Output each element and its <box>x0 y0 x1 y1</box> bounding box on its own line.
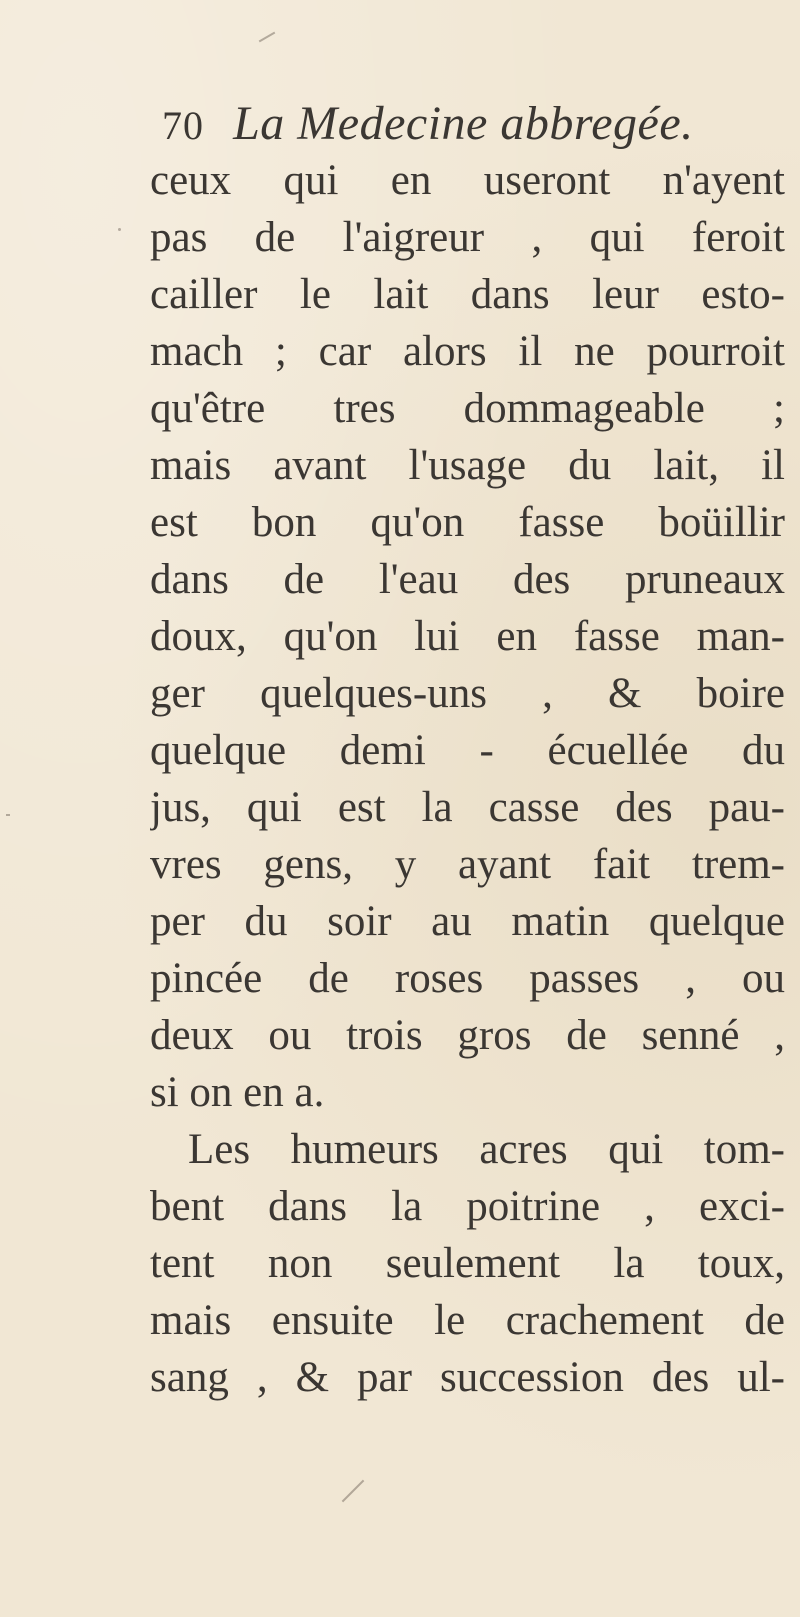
text-line: est bon qu'on fasse boüillir <box>150 499 785 546</box>
text-line: doux, qu'on lui en fasse man- <box>150 613 785 660</box>
text-line: per du soir au matin quelque <box>150 898 785 945</box>
text-line: sang , & par succession des ul- <box>150 1354 785 1401</box>
paragraph-start-line: Les humeurs acres qui tom- <box>188 1126 785 1173</box>
paper-speck <box>6 814 10 816</box>
text-line: ceux qui en useront n'ayent <box>150 157 785 204</box>
running-header <box>162 96 782 152</box>
text-line: mais ensuite le crachement de <box>150 1297 785 1344</box>
body-text <box>150 152 785 1406</box>
text-line: ger quelques-uns , & boire <box>150 670 785 717</box>
text-line: qu'être tres dommageable ; <box>150 385 785 432</box>
text-line: dans de l'eau des pruneaux <box>150 556 785 603</box>
text-line: bent dans la poitrine , exci- <box>150 1183 785 1230</box>
text-line: tent non seulement la toux, <box>150 1240 785 1287</box>
running-title: La Medecine abbregée. <box>233 97 694 150</box>
text-line: pas de l'aigreur , qui feroit <box>150 214 785 261</box>
text-line: mais avant l'usage du lait, il <box>150 442 785 489</box>
paper-speck <box>118 228 121 231</box>
page-number: 70 <box>162 103 204 148</box>
paper-speck <box>342 1480 365 1503</box>
text-line: si on en a. <box>150 1069 325 1116</box>
text-line: pincée de roses passes , ou <box>150 955 785 1002</box>
text-line: vres gens, y ayant fait trem- <box>150 841 785 888</box>
paper-speck <box>259 32 276 43</box>
text-line: jus, qui est la casse des pau- <box>150 784 785 831</box>
text-line: mach ; car alors il ne pourroit <box>150 328 785 375</box>
text-line: quelque demi - écuellée du <box>150 727 785 774</box>
text-line: deux ou trois gros de senné , <box>150 1012 785 1059</box>
text-line: cailler le lait dans leur esto- <box>150 271 785 318</box>
